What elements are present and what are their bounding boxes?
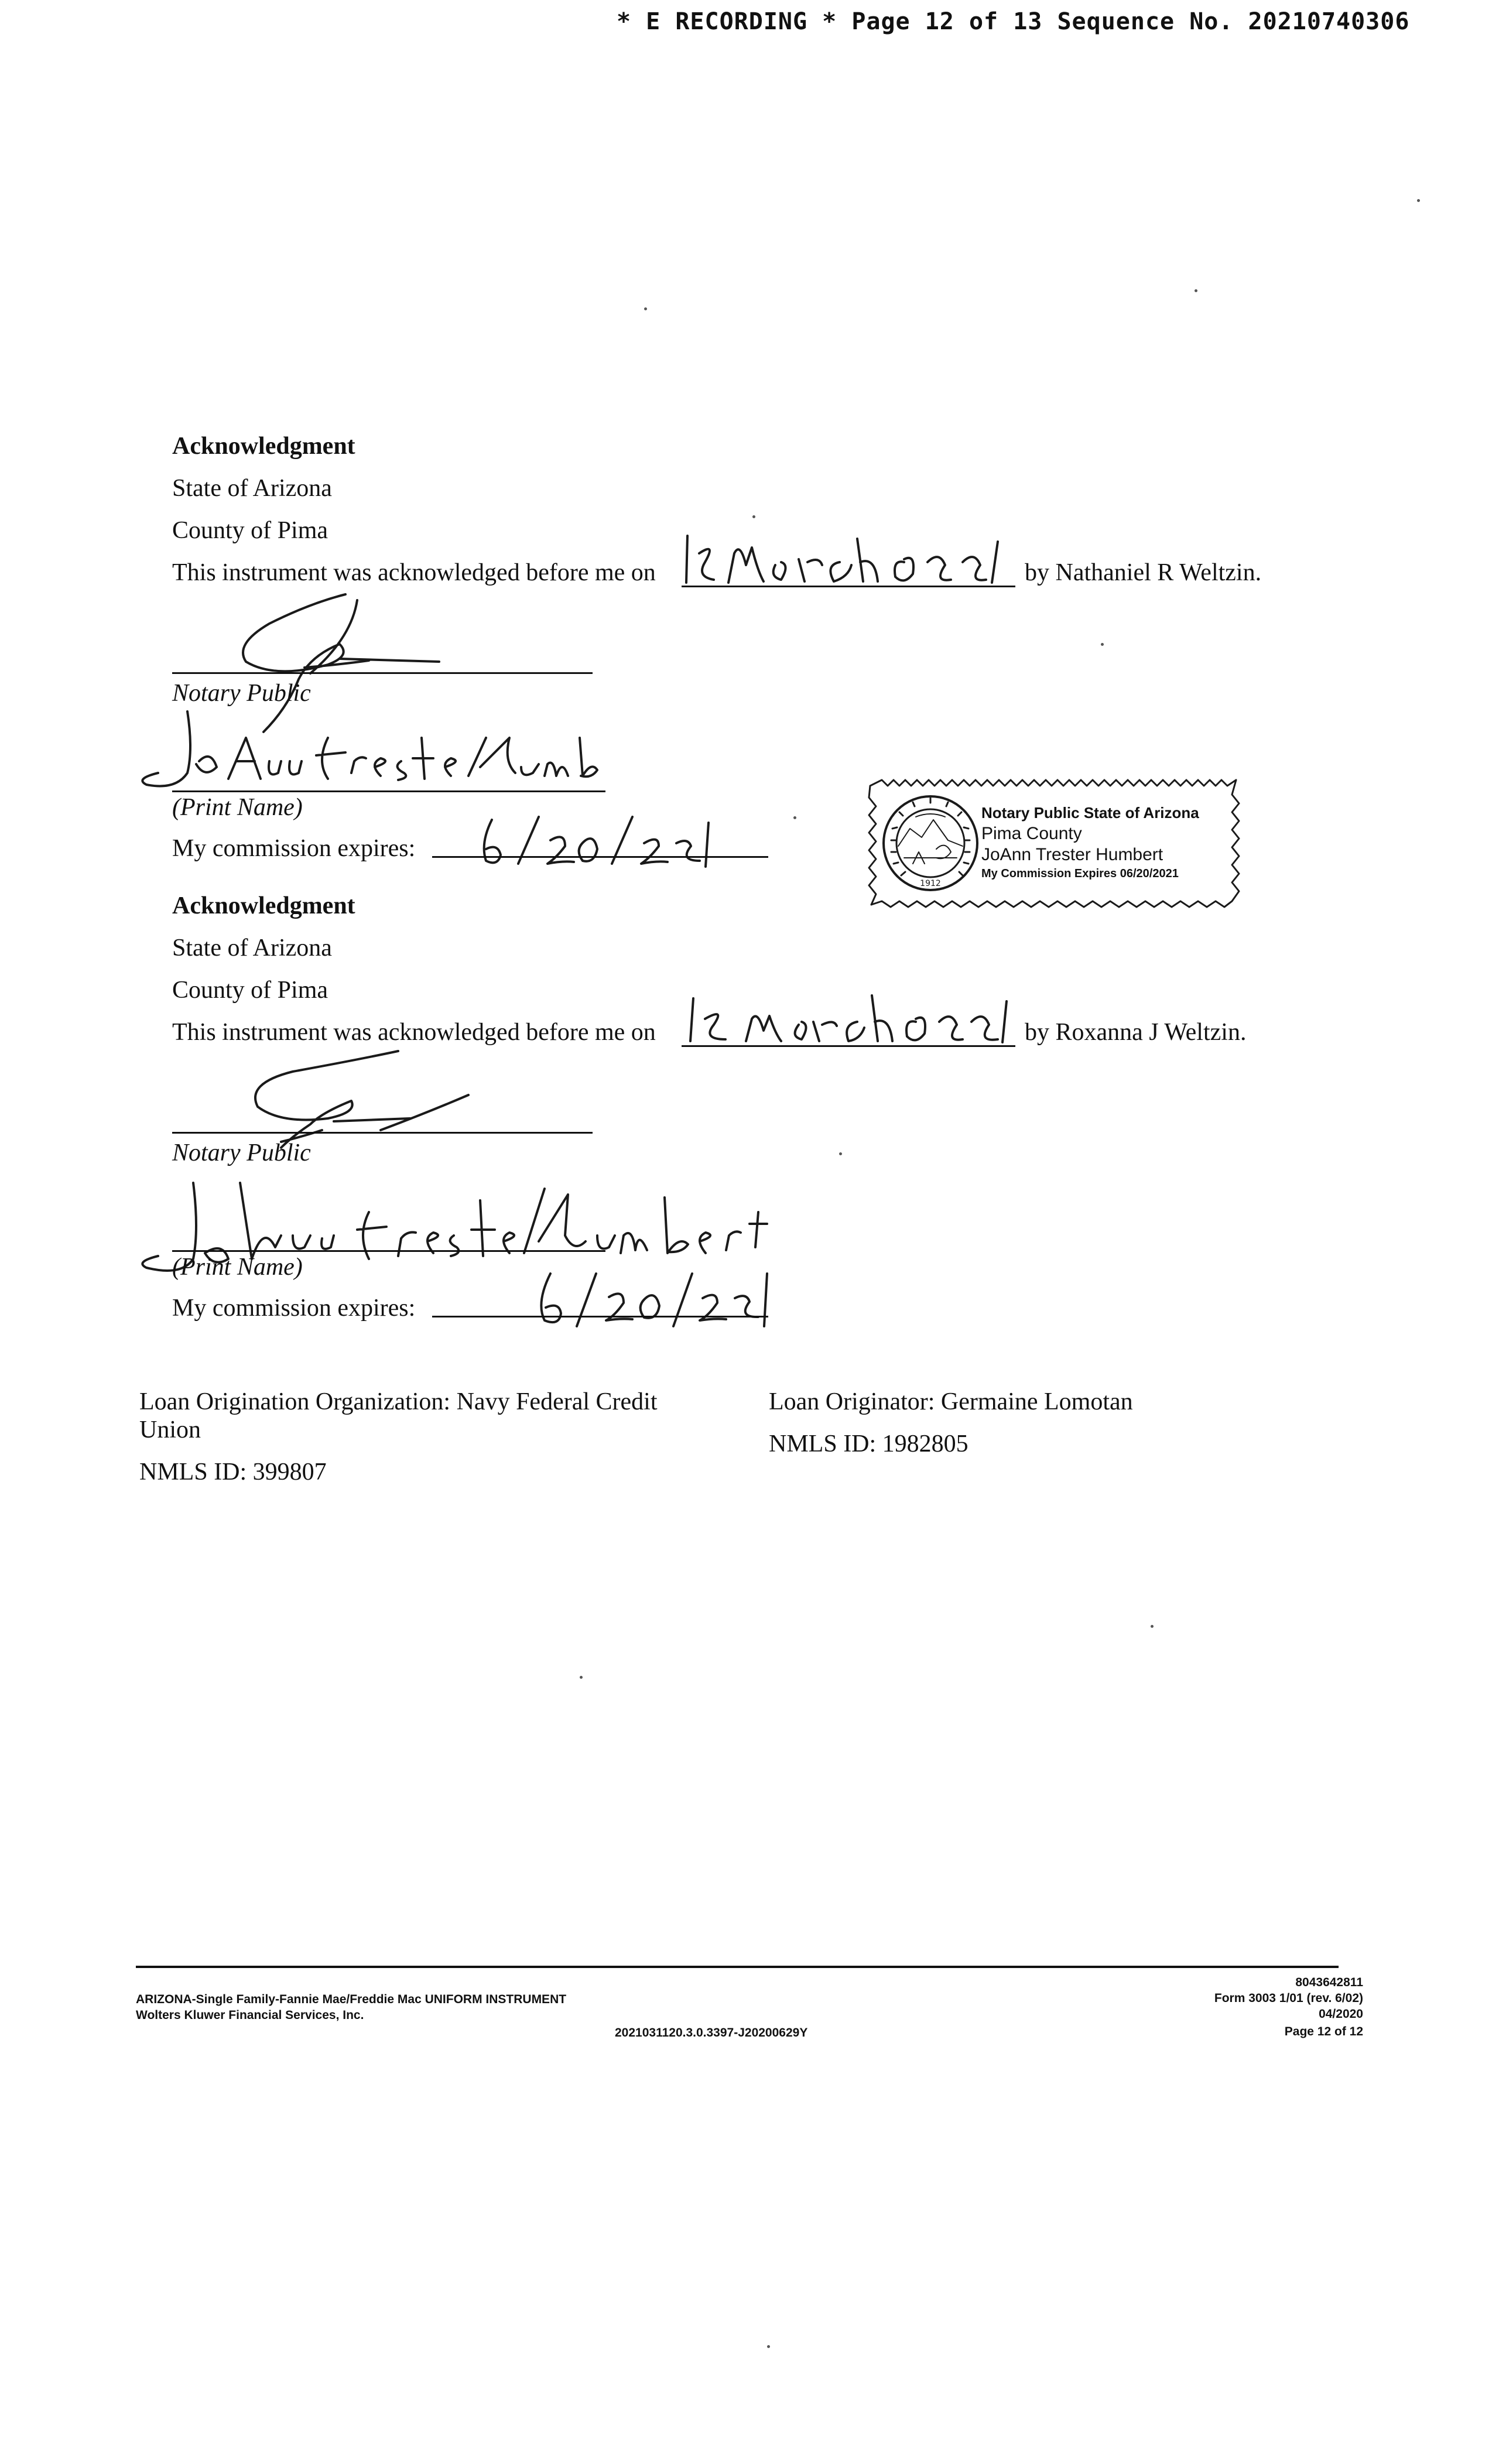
- footer-page-number: Page 12 of 12: [1284, 2025, 1363, 2038]
- ack2-commission-handwriting: [527, 1262, 796, 1338]
- scan-speck: [839, 1152, 842, 1155]
- scan-speck: [580, 1676, 583, 1679]
- ack1-by-text: by Nathaniel R Weltzin.: [1025, 559, 1262, 586]
- ack1-print-name-handwriting: [135, 703, 615, 796]
- scan-speck: [767, 2345, 770, 2348]
- ack1-commission-line: [432, 856, 768, 858]
- scan-speck: [1195, 289, 1197, 292]
- scan-speck: [793, 816, 796, 819]
- ack2-instrument-text: This instrument was acknowledged before me on: [172, 1019, 656, 1046]
- state-seal-icon: [881, 793, 980, 893]
- ack2-by-text: by Roxanna J Weltzin.: [1025, 1019, 1247, 1046]
- scan-speck: [1101, 643, 1104, 646]
- stamp-line-2: Pima County: [981, 824, 1082, 843]
- ack1-notary-label: Notary Public: [172, 680, 311, 707]
- recording-header: * E RECORDING * Page 12 of 13 Sequence No. 20210740306: [617, 8, 1410, 35]
- footer-rule: [136, 1966, 1339, 1968]
- notary-stamp: [864, 777, 1244, 912]
- ack1-state: State of Arizona: [172, 475, 332, 502]
- stamp-line-1: Notary Public State of Arizona: [981, 804, 1199, 822]
- ack1-date-handwriting: [682, 530, 1021, 588]
- ack1-print-name-label: (Print Name): [172, 794, 303, 821]
- ack2-notary-label: Notary Public: [172, 1139, 311, 1166]
- ack2-state: State of Arizona: [172, 935, 332, 961]
- ack2-county: County of Pima: [172, 977, 328, 1004]
- ack1-notary-line: [172, 672, 593, 674]
- ack2-date-handwriting: [682, 990, 1021, 1048]
- ack1-commission-handwriting: [468, 808, 744, 872]
- loan-org-line2: Union: [139, 1416, 201, 1443]
- loan-originator-nmls: NMLS ID: 1982805: [769, 1431, 968, 1457]
- ack2-commission-label: My commission expires:: [172, 1295, 416, 1322]
- loan-org-line1: Loan Origination Organization: Navy Federal Credit: [139, 1388, 658, 1415]
- ack1-county: County of Pima: [172, 517, 328, 544]
- ack2-notary-line: [172, 1132, 593, 1134]
- scan-speck: [752, 515, 755, 518]
- loan-org-nmls: NMLS ID: 399807: [139, 1459, 327, 1486]
- ack1-print-name-line: [172, 790, 605, 792]
- loan-originator: Loan Originator: Germaine Lomotan: [769, 1388, 1133, 1415]
- ack1-instrument-text: This instrument was acknowledged before me on: [172, 559, 656, 586]
- ack2-title: Acknowledgment: [172, 892, 355, 919]
- scan-speck: [644, 307, 647, 310]
- scan-speck: [1417, 199, 1420, 202]
- footer-left-line2: Wolters Kluwer Financial Services, Inc.: [136, 2008, 364, 2022]
- scan-speck: [1151, 1625, 1154, 1628]
- ack1-title: Acknowledgment: [172, 433, 355, 460]
- footer-form-number: Form 3003 1/01 (rev. 6/02): [1214, 1991, 1363, 2005]
- ack2-print-name-label: (Print Name): [172, 1254, 303, 1281]
- stamp-line-4: My Commission Expires 06/20/2021: [981, 867, 1179, 880]
- svg-text:1912: 1912: [920, 879, 941, 888]
- ack2-print-name-line: [172, 1250, 605, 1252]
- footer-form-date: 04/2020: [1319, 2007, 1363, 2021]
- footer-center-code: 2021031120.3.0.3397-J20200629Y: [615, 2026, 808, 2039]
- ack1-commission-label: My commission expires:: [172, 835, 416, 862]
- footer-left-line1: ARIZONA-Single Family-Fannie Mae/Freddie Mac UNIFORM INSTRUMENT: [136, 1993, 567, 2006]
- stamp-line-3: JoAnn Trester Humbert: [981, 845, 1163, 864]
- footer-loan-number: 8043642811: [1295, 1976, 1363, 1989]
- ack2-commission-line: [432, 1316, 768, 1317]
